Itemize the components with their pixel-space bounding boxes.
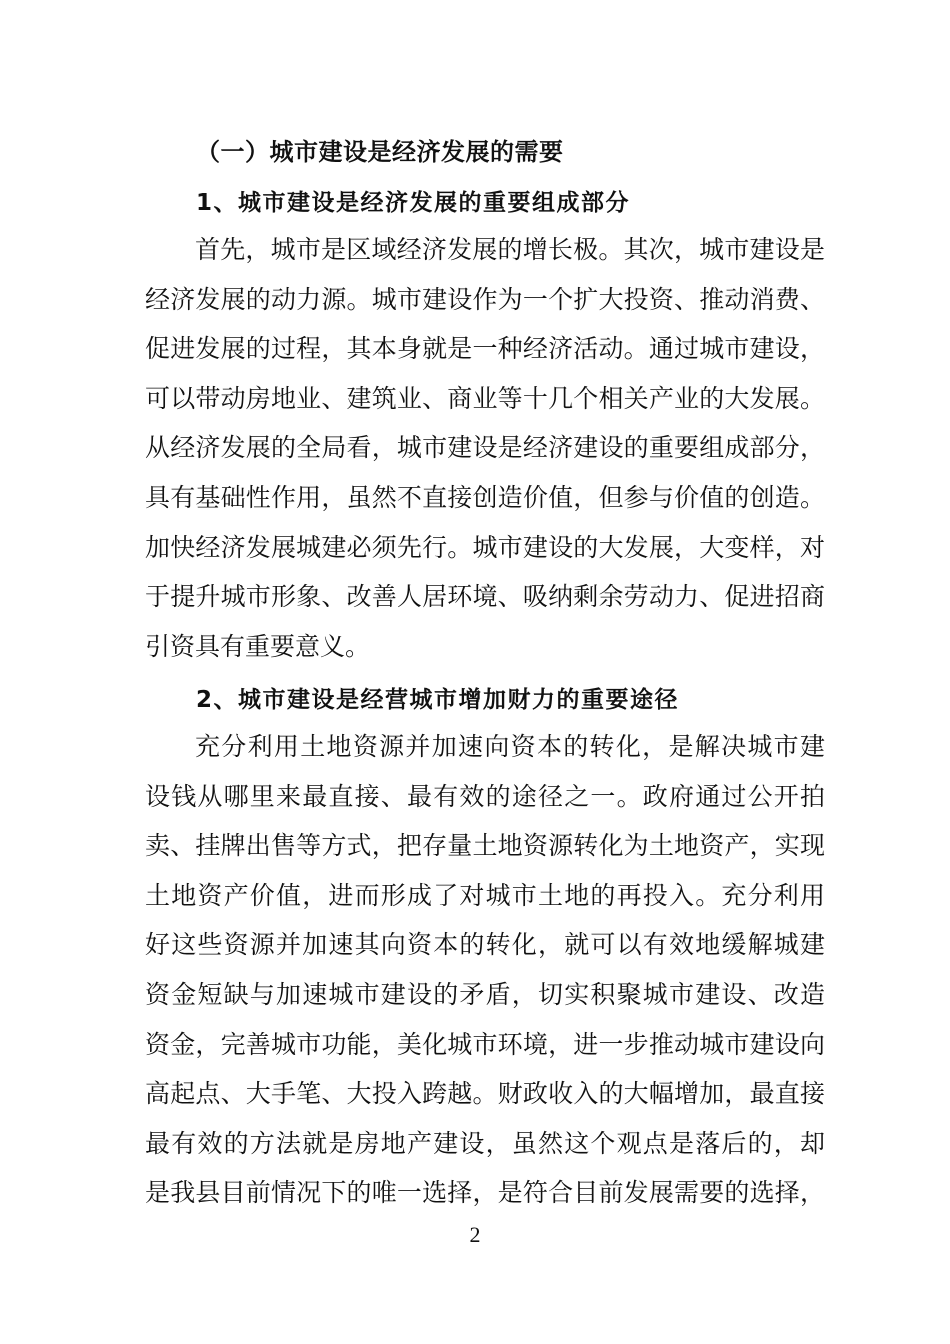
subsection-heading-2: 2、城市建设是经营城市增加财力的重要途径: [196, 687, 680, 713]
paragraph-line: 卖、挂牌出售等方式，把存量土地资源转化为土地资产，实现: [145, 831, 825, 861]
paragraph-line: 土地资产价值，进而形成了对城市土地的再投入。充分利用: [145, 880, 825, 910]
paragraph-line: 从经济发展的全局看，城市建设是经济建设的重要组成部分，: [145, 433, 825, 463]
paragraph-line: 好这些资源并加速其向资本的转化，就可以有效地缓解城建: [145, 930, 825, 960]
paragraph-line: 可以带动房地业、建筑业、商业等十几个相关产业的大发展。: [145, 383, 825, 413]
paragraph-line: 经济发展的动力源。城市建设作为一个扩大投资、推动消费、: [145, 284, 825, 314]
paragraph-line: 加快经济发展城建必须先行。城市建设的大发展，大变样，对: [145, 532, 825, 562]
paragraph-line: 于提升城市形象、改善人居环境、吸纳剩余劳动力、促进招商: [145, 582, 825, 612]
paragraph-2: [145, 729, 825, 1225]
paragraph-1: [145, 232, 825, 678]
paragraph-line: 促进发展的过程，其本身就是一种经济活动。通过城市建设，: [145, 334, 825, 364]
paragraph-line: 充分利用土地资源并加速向资本的转化，是解决城市建: [195, 732, 825, 761]
paragraph-line: 最有效的方法就是房地产建设，虽然这个观点是落后的，却: [145, 1128, 825, 1158]
paragraph-line: 具有基础性作用，虽然不直接创造价值，但参与价值的创造。: [145, 482, 825, 512]
paragraph-line: 资金，完善城市功能，美化城市环境，进一步推动城市建设向: [145, 1029, 825, 1059]
paragraph-line: 高起点、大手笔、大投入跨越。财政收入的大幅增加，最直接: [145, 1079, 825, 1109]
subsection-heading-1: 1、城市建设是经济发展的重要组成部分: [196, 190, 631, 216]
section-heading: （一）城市建设是经济发展的需要: [196, 138, 564, 166]
paragraph-line: 首先，城市是区域经济发展的增长极。其次，城市建设是: [195, 235, 825, 264]
paragraph-line: 引资具有重要意义。: [145, 631, 371, 661]
paragraph-line: 资金短缺与加速城市建设的矛盾，切实积聚城市建设、改造: [145, 979, 825, 1009]
paragraph-line: 设钱从哪里来最直接、最有效的途径之一。政府通过公开拍: [145, 781, 825, 811]
page-number: 2: [469, 1222, 481, 1247]
paragraph-line: 是我县目前情况下的唯一选择，是符合目前发展需要的选择，: [145, 1178, 825, 1208]
